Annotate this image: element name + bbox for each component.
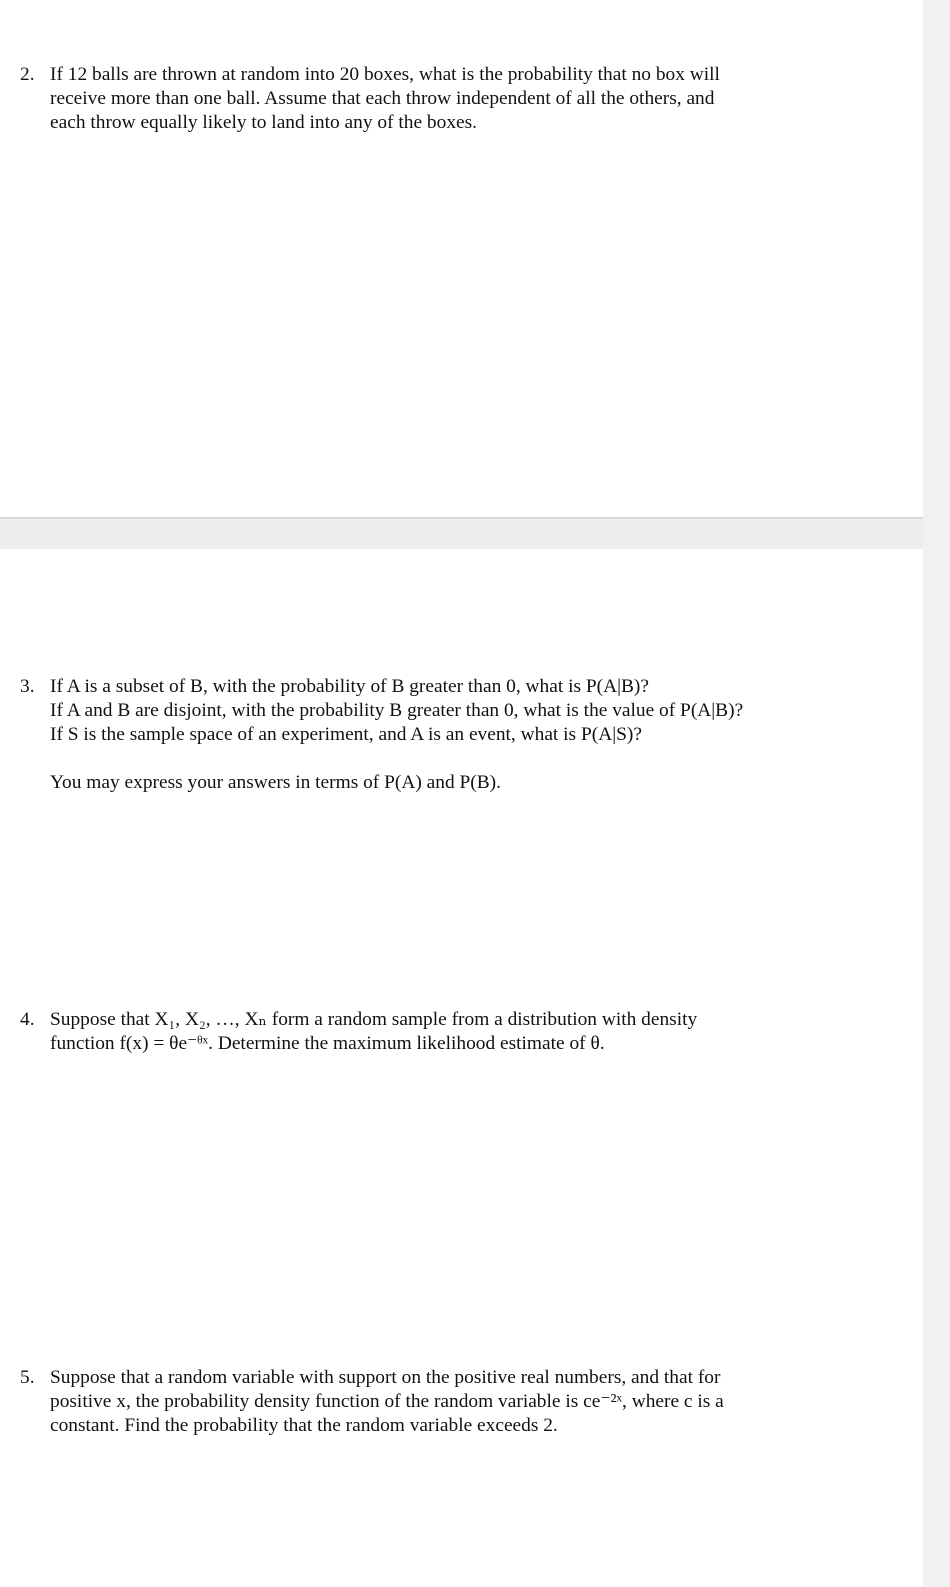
question-text [50, 63, 820, 135]
question-line: You may express your answers in terms of P(A) and P(B). [50, 772, 501, 793]
scroll-gutter [923, 0, 950, 1587]
question-number: 4. [20, 1009, 35, 1030]
question-text [50, 1008, 820, 1056]
page-separator [0, 517, 923, 549]
question-text [50, 1366, 820, 1438]
question-number: 5. [20, 1367, 35, 1388]
question-line: function f(x) = θe⁻ᶿˣ. Determine the maximum likelihood estimate of θ. [50, 1033, 605, 1054]
paragraph-spacer [50, 747, 820, 771]
question-number: 3. [20, 676, 35, 697]
question-line: If A and B are disjoint, with the probability B greater than 0, what is the value of P(A|B)? [50, 700, 744, 721]
question-line: receive more than one ball. Assume that each throw independent of all the others, and [50, 88, 715, 109]
question-line: If S is the sample space of an experiment, and A is an event, what is P(A|S)? [50, 724, 642, 745]
question-line: Suppose that X₁, X₂, …, Xₙ form a random sample from a distribution with density [50, 1009, 698, 1030]
question-line: Suppose that a random variable with support on the positive real numbers, and that for [50, 1367, 721, 1388]
question-line: positive x, the probability density function of the random variable is ce⁻²ˣ, where c is a [50, 1391, 724, 1412]
question-line: If 12 balls are thrown at random into 20 boxes, what is the probability that no box will [50, 64, 720, 85]
question-line: each throw equally likely to land into any of the boxes. [50, 112, 478, 133]
question-line: constant. Find the probability that the random variable exceeds 2. [50, 1415, 558, 1436]
question-number: 2. [20, 64, 35, 85]
question-text [50, 675, 820, 795]
question-line: If A is a subset of B, with the probability of B greater than 0, what is P(A|B)? [50, 676, 649, 697]
